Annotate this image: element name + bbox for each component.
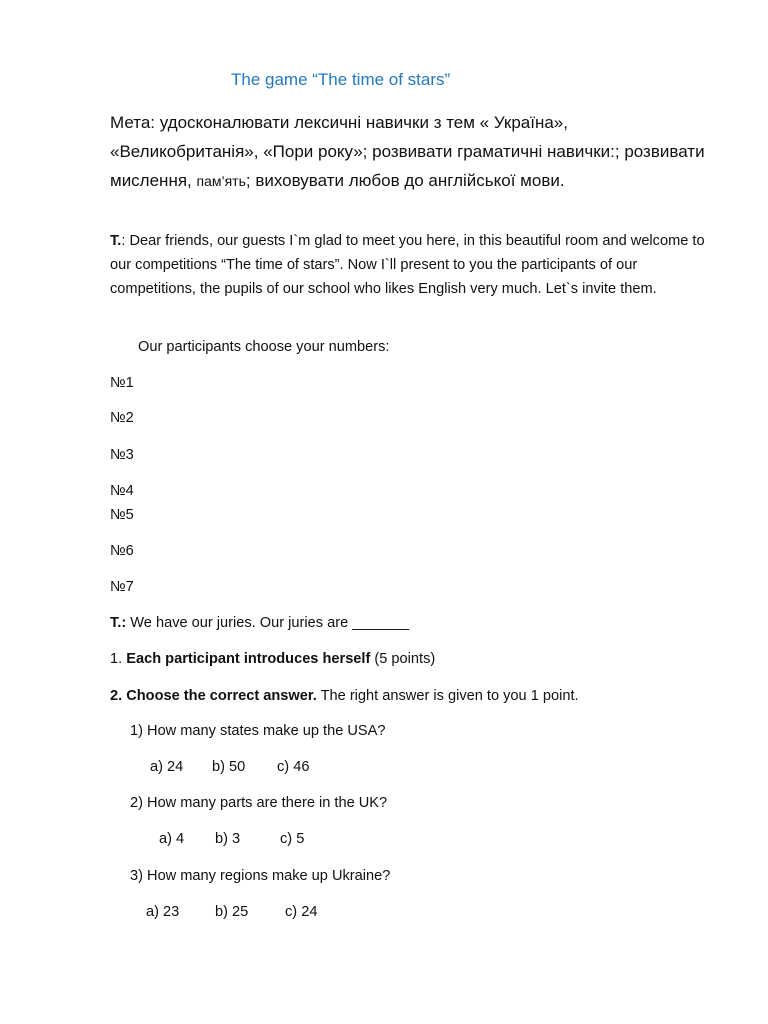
page-title: The game “The time of stars” xyxy=(231,70,451,89)
teacher-intro xyxy=(110,229,720,301)
task-1-points: (5 points) xyxy=(370,651,436,667)
answer-option-c: c) 24 xyxy=(285,904,318,920)
question-3: 3) How many regions make up Ukraine? xyxy=(130,868,391,884)
intro-speaker: T. xyxy=(110,233,122,249)
juries-text: We have our juries. Our juries are _______ xyxy=(126,615,410,631)
goal-text-small: пам’ять xyxy=(196,173,246,189)
task-1-prefix: 1. xyxy=(110,651,127,667)
goal-text-part1: Мета: удосконалювати лексичні навички з тем « Україна», «Великобританія», «Пори року»; розвивати граматичні навички:; розвивати мислення, xyxy=(110,113,705,190)
answer-option-b: b) 50 xyxy=(212,759,246,775)
answer-option-a: a) 23 xyxy=(146,904,180,920)
task-2-title: 2. Choose the correct answer. xyxy=(110,688,317,704)
participant-number: №3 xyxy=(110,447,134,463)
lesson-goal xyxy=(110,108,720,196)
goal-text-part2: ; виховувати любов до англійської мови. xyxy=(245,171,565,190)
answer-option-b: b) 3 xyxy=(215,831,241,847)
answer-option-c: c) 46 xyxy=(277,759,310,775)
participant-number: №1 xyxy=(110,375,134,391)
participant-number: №2 xyxy=(110,410,134,426)
answer-option-a: a) 24 xyxy=(150,759,184,775)
participant-number: №4 xyxy=(110,483,134,499)
answer-option-c: c) 5 xyxy=(280,831,305,847)
answer-option-a: a) 4 xyxy=(159,831,185,847)
task-2 xyxy=(110,688,579,704)
juries-speaker: T.: xyxy=(110,615,127,631)
task-1 xyxy=(110,651,435,667)
choose-numbers-line: Our participants choose your numbers: xyxy=(138,339,390,355)
participant-number: №7 xyxy=(110,579,134,595)
participant-number: №6 xyxy=(110,543,134,559)
question-1: 1) How many states make up the USA? xyxy=(130,723,386,739)
juries-line xyxy=(110,615,409,631)
answer-option-b: b) 25 xyxy=(215,904,249,920)
task-1-title: Each participant introduces herself xyxy=(126,651,371,667)
question-2: 2) How many parts are there in the UK? xyxy=(130,795,388,811)
intro-text: : Dear friends, our guests I`m glad to meet you here, in this beautiful room and welcome to our competitions “The time of stars”. Now I`ll present to you the participants of our competitions, the pupils of our school who likes English very much. Let`s invite them. xyxy=(110,233,705,297)
task-2-description: The right answer is given to you 1 point. xyxy=(316,688,579,704)
participant-number: №5 xyxy=(110,507,134,523)
